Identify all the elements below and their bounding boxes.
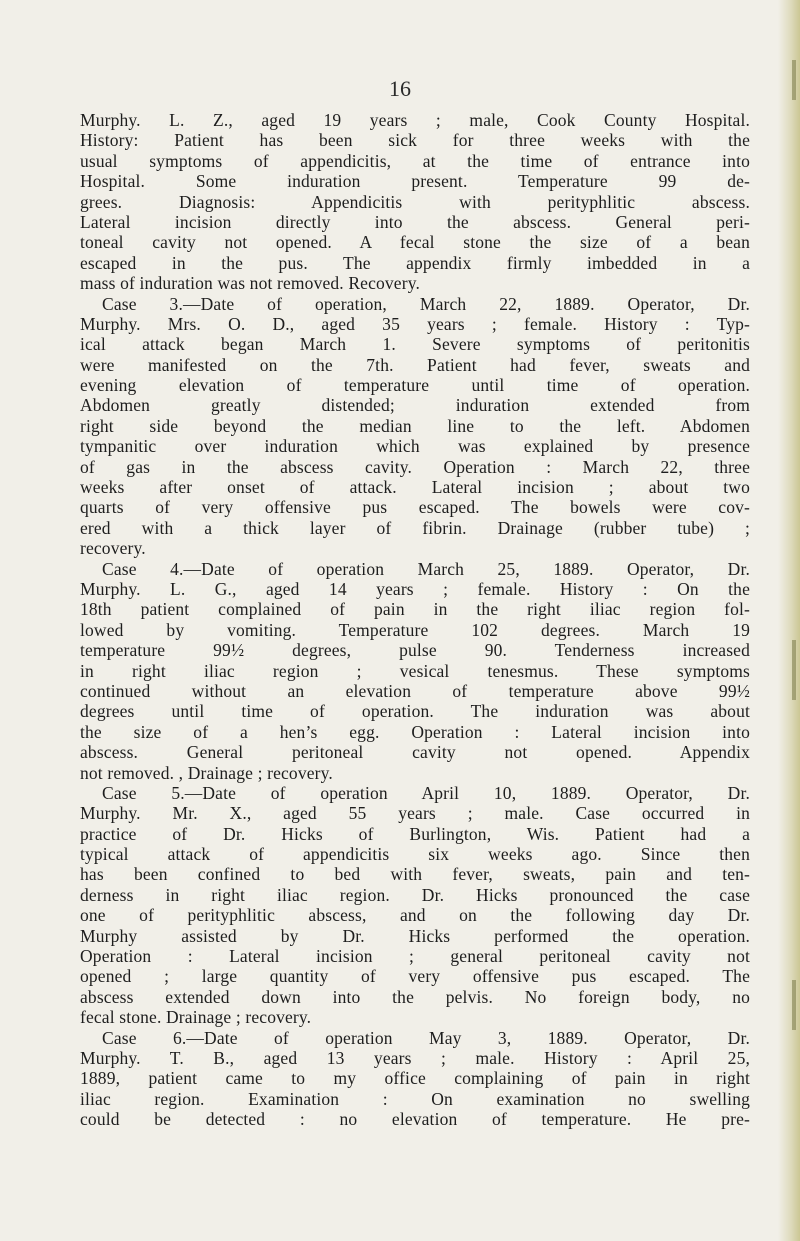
text-line: typical attack of appendicitis six weeks ago. Since then xyxy=(80,844,750,865)
text-line: right side beyond the median line to the left. Abdomen xyxy=(80,415,750,436)
case-heading-line: Case 3.—Date of operation, March 22, 1889. Operator, Dr. xyxy=(102,293,750,314)
text-line: escaped in the pus. The appendix firmly imbedded in a xyxy=(80,252,750,273)
text-line: the size of a hen’s egg. Operation : Lateral incision into xyxy=(80,721,750,742)
page-edge-mark xyxy=(792,640,796,700)
text-line: Murphy. T. B., aged 13 years ; male. History : April 25, xyxy=(80,1047,750,1068)
text-line: not removed. , Drainage ; recovery. xyxy=(80,762,333,783)
text-line: Murphy assisted by Dr. Hicks performed the operation. xyxy=(80,925,750,946)
text-line: in right iliac region ; vesical tenesmus. These symptoms xyxy=(80,660,750,681)
text-line: Lateral incision directly into the abscess. General peri- xyxy=(80,211,750,232)
text-line: has been confined to bed with fever, sweats, pain and ten- xyxy=(80,864,750,885)
text-line: ered with a thick layer of fibrin. Drainage (rubber tube) ; xyxy=(80,517,750,538)
text-line: recovery. xyxy=(80,538,146,559)
body-text xyxy=(80,110,750,1130)
text-line: 18th patient complained of pain in the right iliac region fol- xyxy=(80,599,750,620)
text-line: degrees until time of operation. The induration was about xyxy=(80,701,750,722)
text-line: Murphy. L. Z., aged 19 years ; male, Cook County Hospital. xyxy=(80,110,750,130)
text-line: one of perityphlitic abscess, and on the following day Dr. xyxy=(80,905,750,926)
text-line: quarts of very offensive pus escaped. The bowels were cov- xyxy=(80,497,750,518)
text-line: weeks after onset of attack. Lateral incision ; about two xyxy=(80,477,750,498)
text-line: continued without an elevation of temperature above 99½ xyxy=(80,680,750,701)
text-line: derness in right iliac region. Dr. Hicks pronounced the case xyxy=(80,884,750,905)
text-line: Operation : Lateral incision ; general peritoneal cavity not xyxy=(80,946,750,967)
case-heading-line: Case 6.—Date of operation May 3, 1889. Operator, Dr. xyxy=(102,1027,750,1048)
text-line: abscess extended down into the pelvis. No foreign body, no xyxy=(80,986,750,1007)
page-edge-mark xyxy=(792,60,796,100)
text-line: grees. Diagnosis: Appendicitis with perityphlitic abscess. xyxy=(80,191,750,212)
text-line: abscess. General peritoneal cavity not opened. Appendix xyxy=(80,742,750,763)
case-heading-line: Case 4.—Date of operation March 25, 1889. Operator, Dr. xyxy=(102,558,750,579)
text-line: opened ; large quantity of very offensive pus escaped. The xyxy=(80,966,750,987)
text-line: iliac region. Examination : On examination no swelling xyxy=(80,1088,750,1109)
text-line: tympanitic over induration which was explained by presence xyxy=(80,436,750,457)
text-line: were manifested on the 7th. Patient had fever, sweats and xyxy=(80,354,750,375)
text-line: Murphy. L. G., aged 14 years ; female. History : On the xyxy=(80,578,750,599)
text-line: Hospital. Some induration present. Temperature 99 de- xyxy=(80,171,750,192)
text-line: 1889, patient came to my office complaining of pain in right xyxy=(80,1068,750,1089)
text-line: practice of Dr. Hicks of Burlington, Wis. Patient had a xyxy=(80,823,750,844)
text-line: Abdomen greatly distended; induration extended from xyxy=(80,395,750,416)
text-line: ical attack began March 1. Severe symptoms of peritonitis xyxy=(80,334,750,355)
text-line: temperature 99½ degrees, pulse 90. Tenderness increased xyxy=(80,640,750,661)
text-line: evening elevation of temperature until time of operation. xyxy=(80,375,750,396)
page-edge-mark xyxy=(792,980,796,1030)
text-line: fecal stone. Drainage ; recovery. xyxy=(80,1007,312,1028)
text-line: usual symptoms of appendicitis, at the time of entrance into xyxy=(80,150,750,171)
page-number: 16 xyxy=(389,76,411,101)
text-line: Murphy. Mrs. O. D., aged 35 years ; female. History : Typ- xyxy=(80,313,750,334)
page-edge-shadow xyxy=(778,0,800,1241)
text-line: of gas in the abscess cavity. Operation : March 22, three xyxy=(80,456,750,477)
text-line: toneal cavity not opened. A fecal stone the size of a bean xyxy=(80,232,750,253)
text-line: could be detected : no elevation of temperature. He pre- xyxy=(80,1109,750,1130)
text-line: mass of induration was not removed. Recovery. xyxy=(80,273,420,294)
text-line: History: Patient has been sick for three weeks with the xyxy=(80,130,750,151)
text-line: lowed by vomiting. Temperature 102 degrees. March 19 xyxy=(80,619,750,640)
text-line: Murphy. Mr. X., aged 55 years ; male. Case occurred in xyxy=(80,803,750,824)
case-heading-line: Case 5.—Date of operation April 10, 1889. Operator, Dr. xyxy=(102,782,750,803)
